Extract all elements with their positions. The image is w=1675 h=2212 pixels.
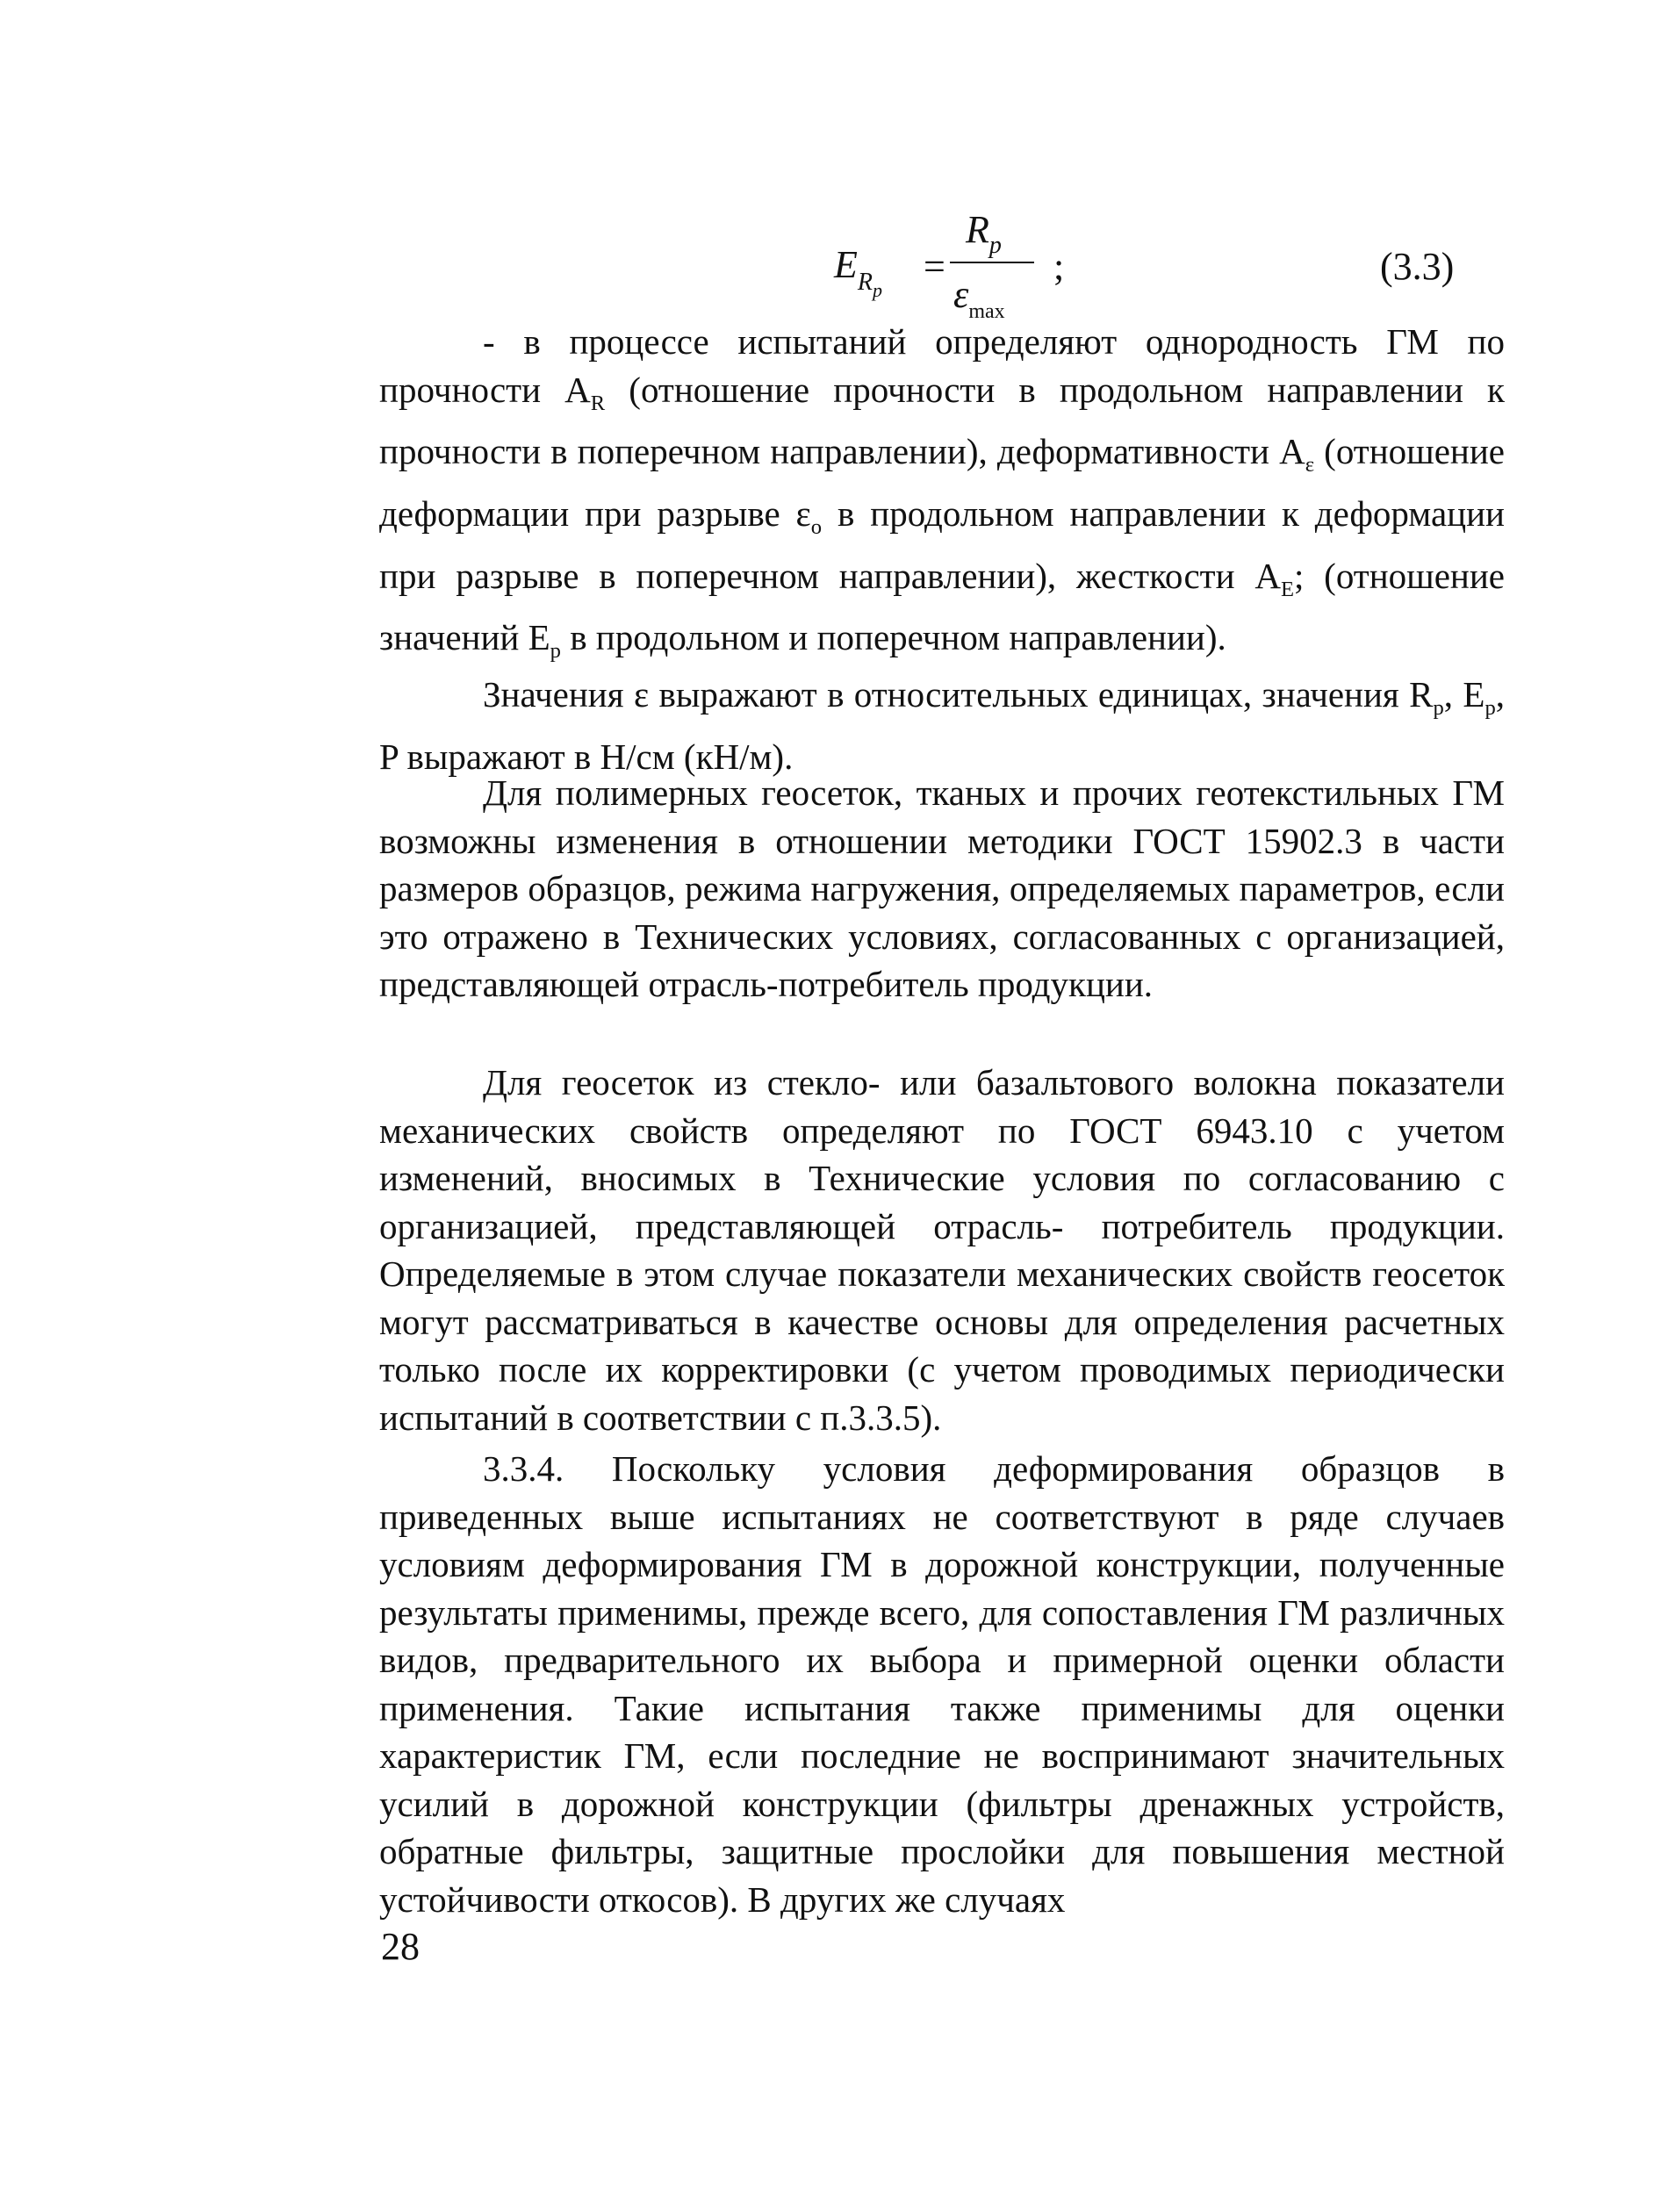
formula-semicolon: ; [1053,245,1065,288]
page-number: 28 [381,1925,420,1968]
paragraph-homogeneity [379,318,1505,676]
paragraph-text: Для полимерных геосеток, тканых и прочих геотекстильных ГМ возможны изменения в отношении методики ГОСТ 15902.3 в части размеров образцов, режима нагружения, определяемых параметров, если это отражено в Технических условиях, согласованных с организацией, представляющей отрасль-потребитель продукции. [379,772,1505,1004]
formula-3-3 [825,207,1510,330]
formula-equals: = [924,245,945,288]
fraction-bar [950,262,1034,263]
paragraph-text: 3.3.4. Поскольку условия деформирования образцов в приведенных выше испытаниях не соответствуют в ряде случаев условиям деформирования ГМ в дорожной конструкции, полученные результаты применимы, прежде всего, для сопоставления ГМ различных видов, предварительного их выбора и примерной оценки области применения. Такие испытания также применимы для оценки характеристик ГМ, если последние не воспринимают значительных усилий в дорожной конструкции (фильтры дренажных устройств, обратные фильтры, защитные прослойки для повышения местной устойчивости откосов). В других же случаях [379,1448,1505,1920]
formula-lhs: $E_{Rp}$ [834,243,882,301]
formula-numerator: $R_p$ [966,208,1002,259]
paragraph-section-3-3-4 [379,1445,1505,1923]
paragraph-text: - в процессе испытаний определяют однородность ГМ по прочности $A_R$ (отношение прочности в продольном направлении к прочности в поперечном направлении), деформативности $A_\varepsilon$ (отношение деформации при разрыве $\varepsilon_o$ в продольном направлении к деформации при разрыве в поперечном направлении), жесткости $A_E$; (отношение значений $E_p$ в продольном и поперечном направлении). [379,321,1505,664]
formula-reference-number: (3.3) [1380,245,1455,288]
paragraph-glass-basalt-geogrids [379,1059,1505,1441]
paragraph-units [379,671,1505,780]
paragraph-polymer-geogrids [379,769,1505,1009]
paragraph-text: Значения ε выражают в относительных единицах, значения $R_p$, $E_p$, P выражают в Н/см (кН/м). [379,674,1505,777]
formula-denominator: $\varepsilon_{max}$ [953,273,1005,323]
paragraph-text: Для геосеток из стекло- или базальтового волокна показатели механических свойств определяют по ГОСТ 6943.10 с учетом изменений, вносимых в Технические условия по согласованию с организацией, представляющей отрасль- потребитель продукции. Определяемые в этом случае показатели механических свойств геосеток могут рассматриваться в качестве основы для определения расчетных только после их корректировки (с учетом проводимых периодически испытаний в соответствии с п.3.3.5). [379,1062,1505,1438]
